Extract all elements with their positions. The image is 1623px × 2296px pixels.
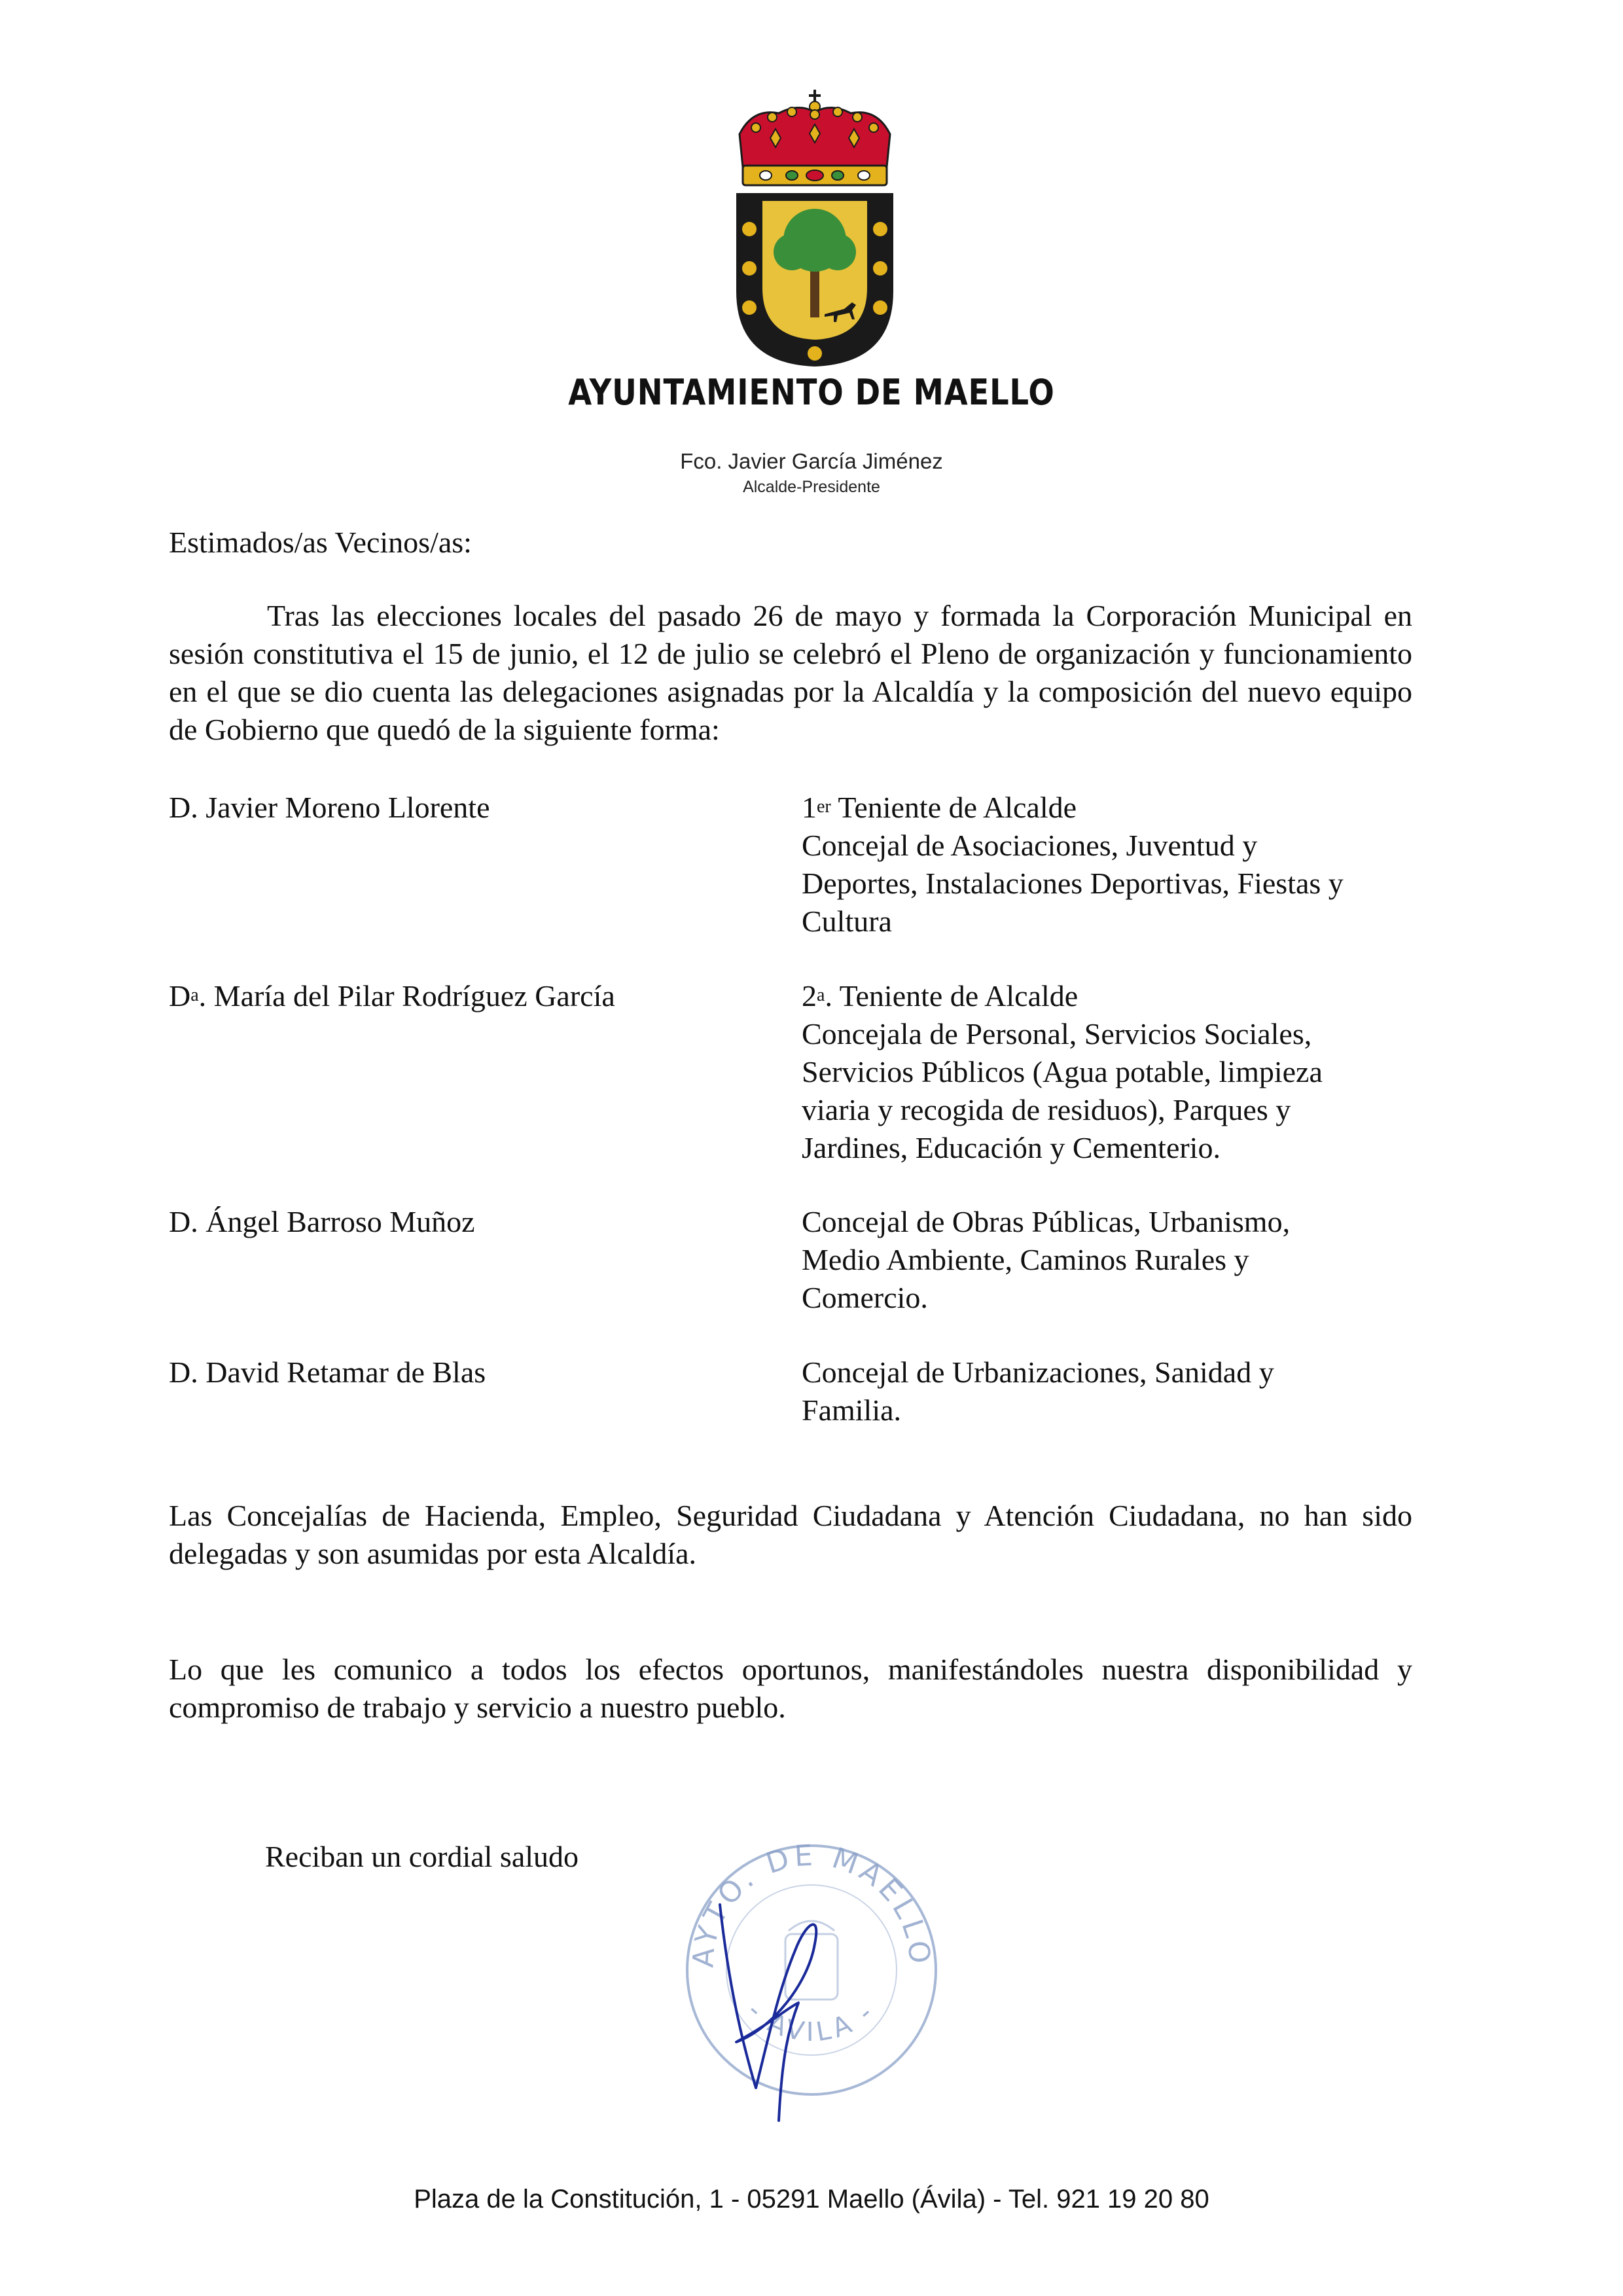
closing-note: Las Concejalías de Hacienda, Empleo, Seguridad Ciudadana y Atención Ciudadana, no han sido delegadas y son asumidas por esta Alcaldía. <box>169 1499 1412 1570</box>
svg-text:AYTO. DE MAELLO: AYTO. DE MAELLO <box>687 1839 937 1969</box>
delegate-role-1 <box>802 789 1404 941</box>
duty-line: Familia. <box>802 1393 902 1427</box>
delegate-role-3 <box>802 1203 1404 1317</box>
mayor-name: Fco. Javier García Jiménez <box>680 449 943 473</box>
rank-line: 2$^a$. Teniente de Alcalde <box>802 979 1079 1013</box>
municipal-crest-icon <box>726 88 903 370</box>
duty-line: Jardines, Educación y Cementerio. <box>802 1131 1221 1164</box>
mayor-role: Alcalde-Presidente <box>743 478 880 496</box>
duty-line: Medio Ambiente, Caminos Rurales y <box>802 1243 1249 1276</box>
delegate-name-4: D. David Retamar de Blas <box>169 1355 486 1389</box>
svg-text:- ÁVILA -: - ÁVILA - <box>741 1996 882 2048</box>
shield <box>736 193 893 367</box>
duty-line: Cultura <box>802 905 892 938</box>
footer-address: Plaza de la Constitución, 1 - 05291 Maello (Ávila) - Tel. 921 19 20 80 <box>414 2185 1209 2214</box>
delegate-role-2 <box>802 977 1404 1167</box>
duty-line: Comercio. <box>802 1281 928 1314</box>
delegate-name-3: D. Ángel Barroso Muñoz <box>169 1205 475 1238</box>
duty-line: Concejal de Obras Públicas, Urbanismo, <box>802 1205 1291 1238</box>
rank-line: 1er Teniente de Alcalde <box>802 791 1077 824</box>
delegate-name-1: D. Javier Moreno Llorente <box>169 791 490 824</box>
closing-offer: Lo que les comunico a todos los efectos oportunos, manifestándoles nuestra disponibilidad y compromiso de trabajo y servicio a nuestro pueblo. <box>169 1653 1412 1724</box>
duty-line: Concejal de Asociaciones, Juventud y <box>802 829 1258 862</box>
duty-line: Deportes, Instalaciones Deportivas, Fiestas y <box>802 867 1344 900</box>
duty-line: viaria y recogida de residuos), Parques y <box>802 1093 1291 1126</box>
farewell: Reciban un cordial saludo <box>265 1840 579 1873</box>
delegate-name-2: $D^a$. María del Pilar Rodríguez García <box>169 979 615 1013</box>
official-stamp-icon <box>674 1813 949 2127</box>
intro-paragraph: Tras las elecciones locales del pasado 26 de mayo y formada la Corporación Municipal en sesión constitutiva el 15 de junio, el 12 de julio se celebró el Pleno de organización y funcionamiento en el que se dio cuenta las delegaciones asignadas por la Alcaldía y la composición del nuevo equipo de Gobierno que quedó de la siguiente forma: <box>169 599 1412 746</box>
duty-line: Concejala de Personal, Servicios Sociales, <box>802 1017 1312 1050</box>
delegate-role-4 <box>802 1354 1404 1429</box>
salutation: Estimados/as Vecinos/as: <box>169 526 472 559</box>
crown <box>740 90 890 185</box>
duty-line: Servicios Públicos (Agua potable, limpieza <box>802 1055 1323 1088</box>
duty-line: Concejal de Urbanizaciones, Sanidad y <box>802 1355 1274 1389</box>
organization-name: AYUNTAMIENTO DE MAELLO <box>568 372 1055 413</box>
